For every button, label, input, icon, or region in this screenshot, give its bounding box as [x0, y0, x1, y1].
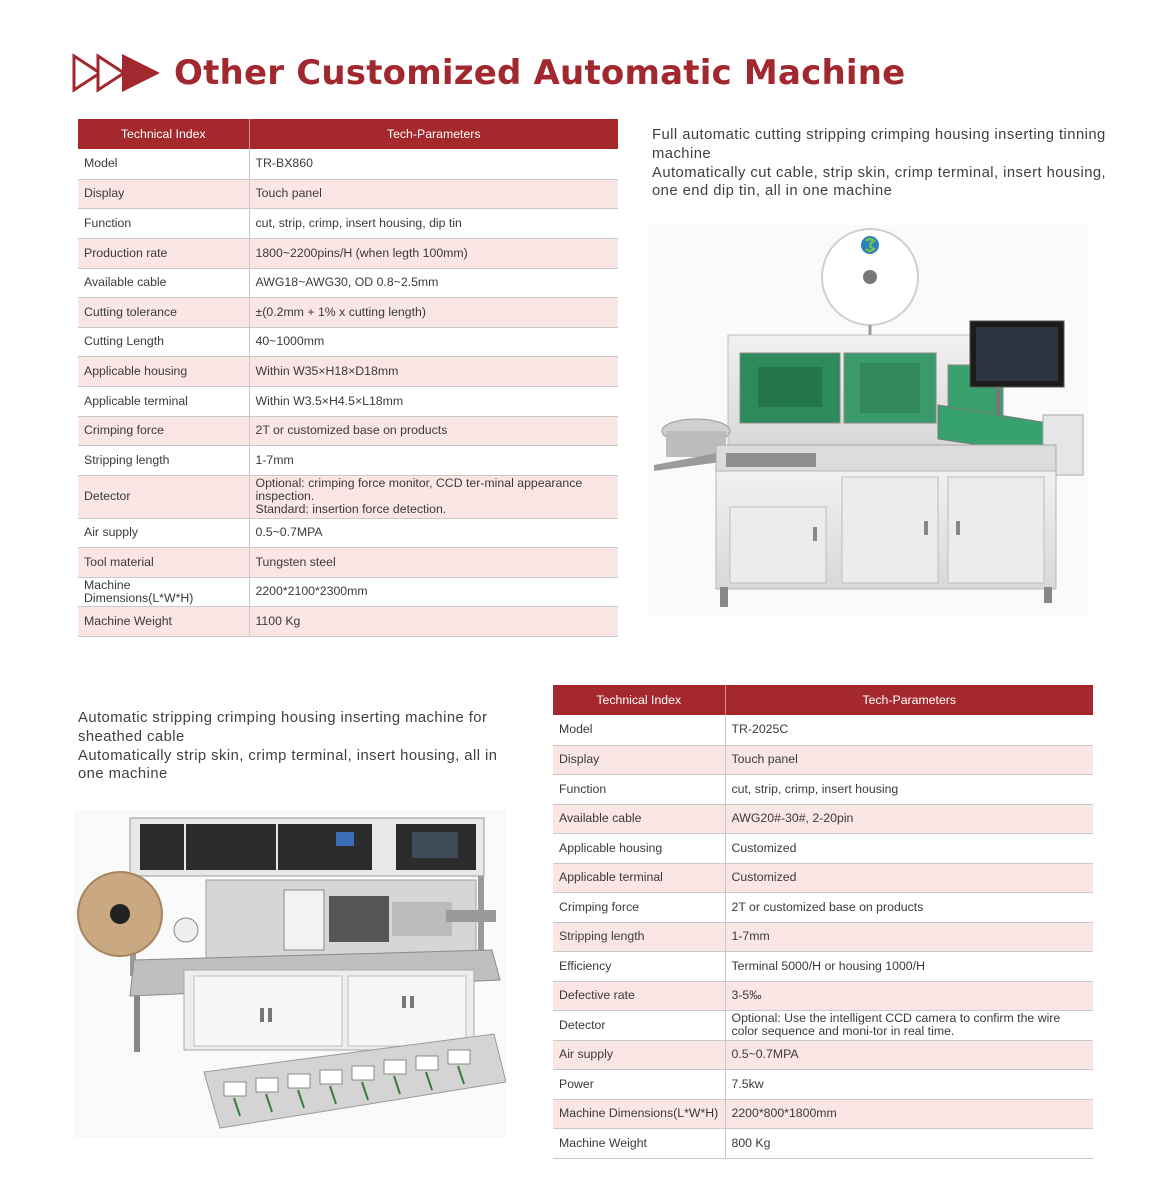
parameter-value-line: 1-7mm	[731, 929, 770, 943]
parameter-value	[249, 327, 618, 356]
parameter-value-line: Optional: crimping force monitor, CCD ter-minal appearance inspection.	[255, 476, 583, 503]
table-row	[78, 386, 618, 416]
parameter-value	[249, 208, 618, 238]
table-row	[553, 1099, 1093, 1128]
parameter-value	[725, 1099, 1093, 1128]
parameter-value	[249, 179, 618, 208]
parameter-value	[725, 774, 1093, 804]
parameter-name: Stripping length	[553, 922, 725, 951]
table-row	[553, 1040, 1093, 1069]
parameter-value-line: Tungsten steel	[255, 554, 336, 569]
parameter-value-line: AWG18~AWG30, OD 0.8~2.5mm	[255, 275, 439, 289]
table-row	[78, 297, 618, 327]
parameter-value	[725, 745, 1093, 774]
parameter-value-line: 1800~2200pins/H (when legth 100mm)	[255, 245, 468, 260]
table-row	[78, 208, 618, 238]
brand-logo-s-icon	[861, 236, 879, 254]
parameter-name: Applicable terminal	[78, 386, 249, 416]
machine1-description	[652, 126, 1112, 201]
parameter-value-line: TR-BX860	[255, 156, 313, 171]
table-row	[553, 1010, 1093, 1040]
page-title: Other Customized Automatic Machine	[174, 53, 906, 93]
parameter-name: Available cable	[553, 804, 725, 833]
machine-photo-tr-bx860	[648, 225, 1088, 615]
parameter-name: Applicable housing	[553, 833, 725, 863]
table-row	[78, 416, 618, 445]
parameter-value	[249, 416, 618, 445]
parameter-name: Model	[553, 715, 725, 745]
table-row	[553, 863, 1093, 892]
machine1-description-line: Automatically cut cable, strip skin, crimp terminal, insert housing, one end dip tin, all in one machine	[652, 164, 1107, 200]
parameter-value-line: 40~1000mm	[255, 334, 325, 348]
parameter-value-line: cut, strip, crimp, insert housing	[731, 781, 899, 796]
parameter-name: Crimping force	[553, 892, 725, 922]
parameter-value	[249, 238, 618, 268]
parameter-value-line: 2T or customized base on products	[255, 423, 448, 437]
table-row	[78, 238, 618, 268]
parameter-value	[249, 445, 618, 475]
table-row	[553, 922, 1093, 951]
table-row	[78, 475, 618, 518]
parameter-value-line: 3-5‰	[731, 988, 762, 1002]
parameter-value	[249, 547, 618, 577]
parameter-value-line: Optional: Use the intelligent CCD camera to confirm the wire color sequence and moni-tor in real time.	[731, 1011, 1061, 1038]
parameter-value-line: Within W35×H18×D18mm	[255, 363, 399, 378]
parameter-name: Cutting tolerance	[78, 297, 249, 327]
parameter-value	[725, 981, 1093, 1010]
table-row	[78, 606, 618, 636]
parameter-value	[249, 356, 618, 386]
parameter-name: Machine Dimensions(L*W*H)	[78, 577, 249, 606]
table-row	[78, 356, 618, 386]
parameter-value-line: Terminal 5000/H or housing 1000/H	[731, 958, 925, 973]
parameter-name: Tool material	[78, 547, 249, 577]
parameter-value	[725, 1069, 1093, 1099]
parameter-value	[249, 577, 618, 606]
column-header-technical-index: Technical Index	[553, 685, 725, 715]
parameter-name: Machine Weight	[553, 1128, 725, 1158]
table-row	[553, 951, 1093, 981]
table-row	[553, 1128, 1093, 1158]
parameter-name: Power	[553, 1069, 725, 1099]
table-row	[553, 1069, 1093, 1099]
parameter-value-line: Customized	[731, 870, 797, 884]
parameter-value-line: AWG20#-30#, 2-20pin	[731, 811, 854, 825]
column-header-tech-parameters: Tech-Parameters	[249, 119, 618, 149]
parameter-value	[725, 715, 1093, 745]
parameter-value	[725, 951, 1093, 981]
parameter-value	[725, 892, 1093, 922]
table-row	[78, 149, 618, 179]
parameter-name: Function	[78, 208, 249, 238]
triple-chevron-arrow-icon	[72, 48, 164, 98]
parameter-value-line: 0.5~0.7MPA	[731, 1047, 799, 1061]
parameter-value-line: 800 Kg	[731, 1135, 771, 1150]
table-row	[78, 518, 618, 547]
parameter-name: Crimping force	[78, 416, 249, 445]
table-row	[553, 833, 1093, 863]
parameter-name: Model	[78, 149, 249, 179]
parameter-value-line: 7.5kw	[731, 1076, 764, 1091]
parameter-value-line: ±(0.2mm + 1% x cutting length)	[255, 304, 426, 319]
parameter-name: Defective rate	[553, 981, 725, 1010]
parameter-value	[725, 833, 1093, 863]
parameter-value-line: cut, strip, crimp, insert housing, dip tin	[255, 215, 462, 230]
parameter-value	[249, 386, 618, 416]
parameter-value	[249, 518, 618, 547]
parameter-name: Air supply	[553, 1040, 725, 1069]
table-row	[553, 892, 1093, 922]
parameter-name: Applicable terminal	[553, 863, 725, 892]
table-row	[553, 715, 1093, 745]
parameter-value-line: 1100 Kg	[255, 613, 301, 628]
parameter-value	[725, 1040, 1093, 1069]
column-header-technical-index: Technical Index	[78, 119, 249, 149]
spec-table-tr-bx860	[78, 119, 618, 637]
table-row	[553, 804, 1093, 833]
parameter-name: Machine Weight	[78, 606, 249, 636]
parameter-value-line: 2200*2100*2300mm	[255, 584, 368, 598]
parameter-value	[725, 1010, 1093, 1040]
column-header-tech-parameters: Tech-Parameters	[725, 685, 1093, 715]
parameter-value-line: Standard: insertion force detection.	[255, 502, 447, 516]
table-header-row	[553, 685, 1093, 715]
table-row	[78, 577, 618, 606]
machine2-description	[78, 709, 518, 784]
table-row	[553, 981, 1093, 1010]
spec-table-tr-2025c	[553, 685, 1093, 1159]
parameter-name: Display	[78, 179, 249, 208]
parameter-name: Machine Dimensions(L*W*H)	[553, 1099, 725, 1128]
parameter-value	[249, 606, 618, 636]
parameter-name: Display	[553, 745, 725, 774]
parameter-name: Cutting Length	[78, 327, 249, 356]
parameter-name: Efficiency	[553, 951, 725, 981]
table-row	[553, 774, 1093, 804]
page-header	[72, 48, 905, 98]
parameter-name: Air supply	[78, 518, 249, 547]
parameter-name: Production rate	[78, 238, 249, 268]
table-row	[78, 327, 618, 356]
parameter-name: Detector	[553, 1010, 725, 1040]
table-header-row	[78, 119, 618, 149]
parameter-value-line: 1-7mm	[255, 452, 294, 467]
parameter-value-line: 2200*800*1800mm	[731, 1106, 837, 1120]
parameter-name: Detector	[78, 475, 249, 518]
table-row	[78, 547, 618, 577]
parameter-value	[725, 863, 1093, 892]
parameter-value	[725, 804, 1093, 833]
parameter-value-line: TR-2025C	[731, 722, 789, 737]
parameter-value	[725, 922, 1093, 951]
machine-photo-tr-2025c	[74, 810, 506, 1138]
table-row	[78, 445, 618, 475]
parameter-name: Available cable	[78, 268, 249, 297]
parameter-value-line: Customized	[731, 840, 797, 855]
parameter-value-line: 0.5~0.7MPA	[255, 525, 323, 539]
parameter-value	[249, 149, 618, 179]
machine2-description-line: Automatic stripping crimping housing inserting machine for sheathed cable	[78, 710, 488, 745]
table-row	[78, 179, 618, 208]
parameter-name: Function	[553, 774, 725, 804]
parameter-value-line: Touch panel	[731, 752, 798, 766]
parameter-value-line: Within W3.5×H4.5×L18mm	[255, 393, 404, 408]
parameter-value	[249, 297, 618, 327]
table-row	[553, 745, 1093, 774]
parameter-value	[725, 1128, 1093, 1158]
table-row	[78, 268, 618, 297]
parameter-value-line: Touch panel	[255, 186, 322, 200]
machine2-description-line: Automatically strip skin, crimp terminal, insert housing, all in one machine	[78, 747, 498, 783]
machine1-description-line: Full automatic cutting stripping crimping housing inserting tinning machine	[652, 127, 1106, 162]
parameter-name: Stripping length	[78, 445, 249, 475]
parameter-value-line: 2T or customized base on products	[731, 899, 924, 914]
parameter-value	[249, 268, 618, 297]
parameter-value	[249, 475, 618, 518]
parameter-name: Applicable housing	[78, 356, 249, 386]
